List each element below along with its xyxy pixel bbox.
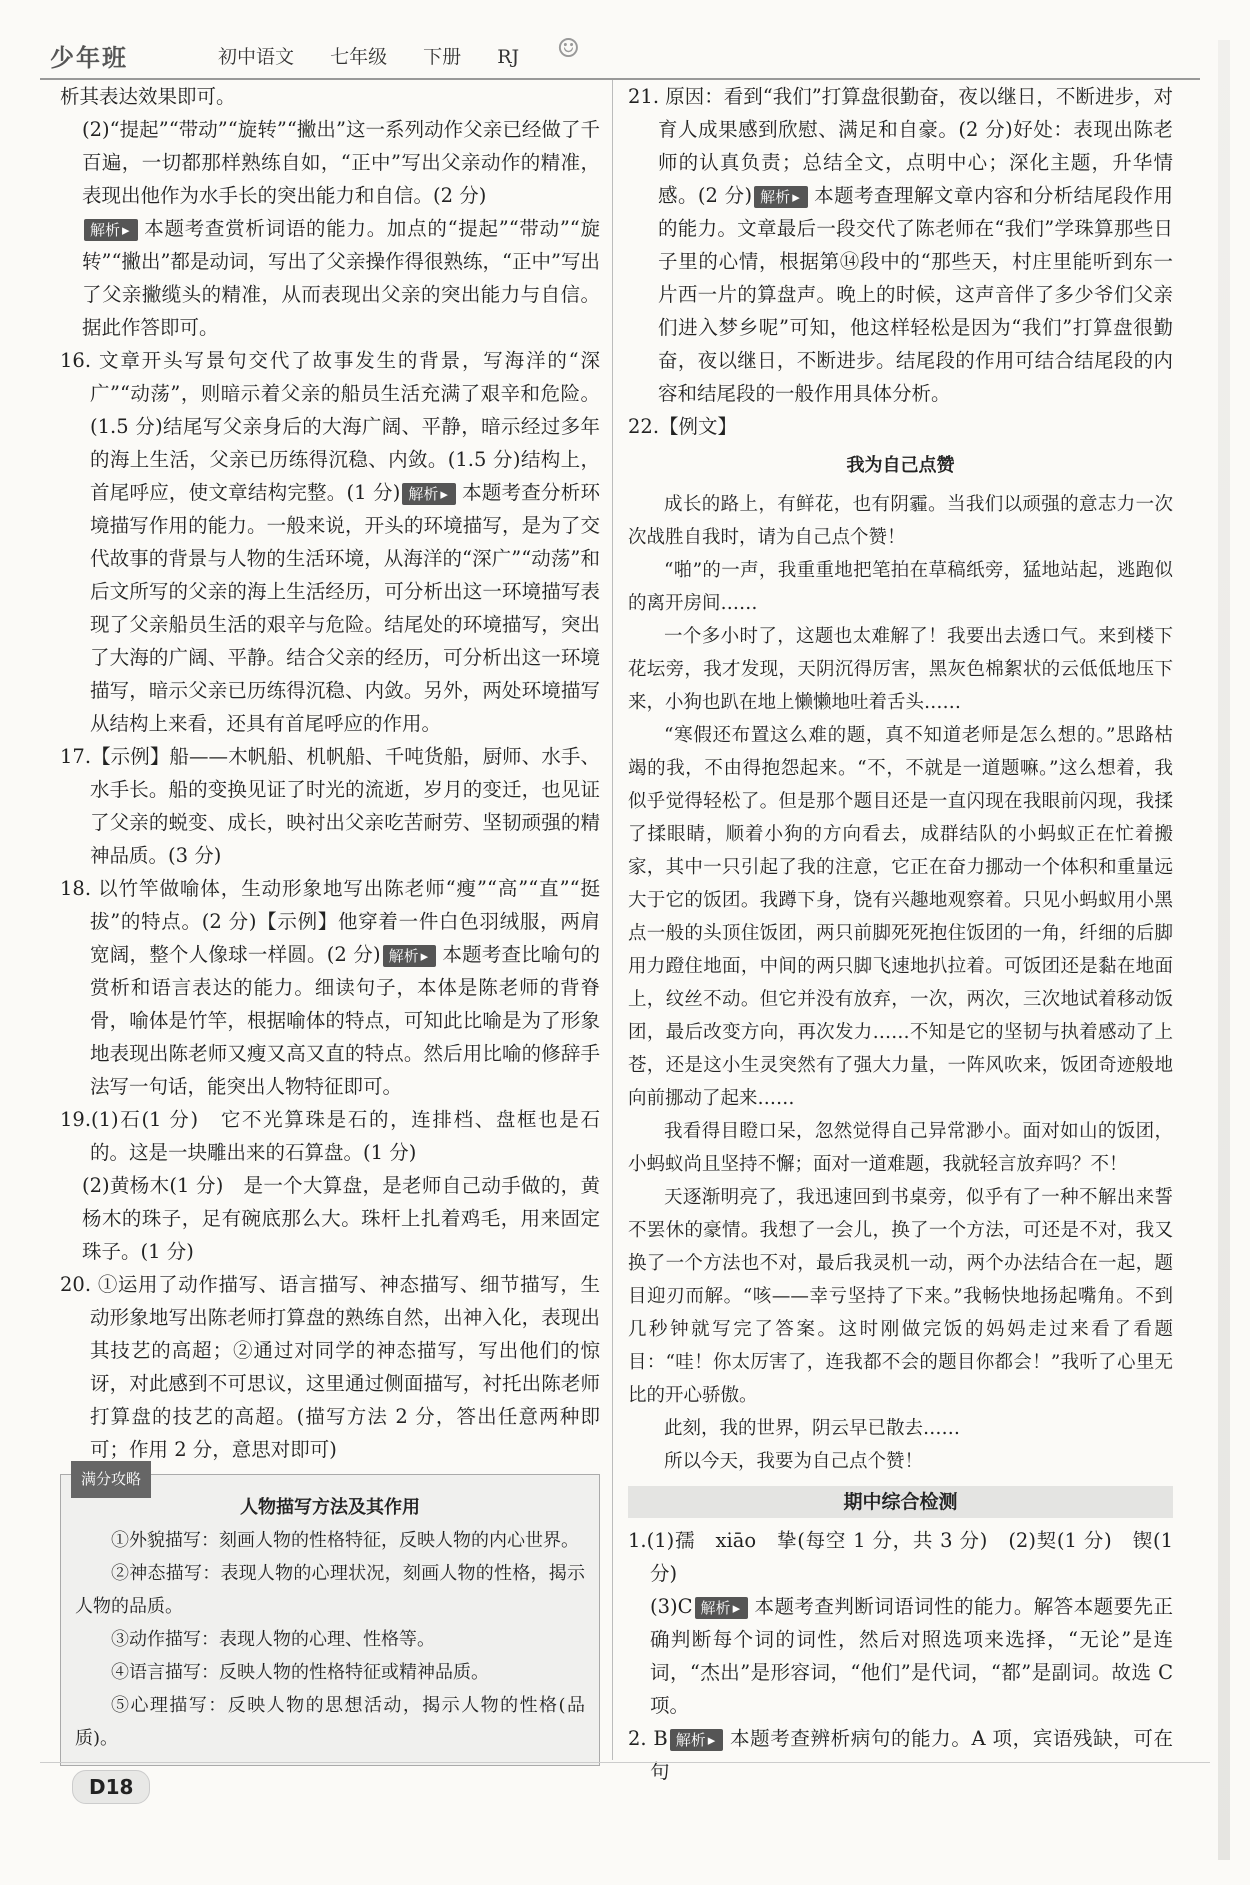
left-column <box>60 80 600 1766</box>
header-subject: 初中语文 <box>218 46 295 68</box>
answer-18: 18. 以竹竿做喻体，生动形象地写出陈老师“瘦”“高”“直”“挺拔”的特点。(2 分)【示例】他穿着一件白色羽绒服，两肩宽阔，整个人像球一样圆。(2 分) 解析 ▸ 本题考查比喻句的赏析和语言表达的能力。细读句子，本体是陈老师的背脊骨，喻体是竹竿，根据喻体的特点，可知此比喻是为了形象地表现出陈老师又瘦又高又直的特点。然后用比喻的修辞手法写一句话，能突出人物特征即可。 <box>60 872 600 1103</box>
essay-paragraph: “寒假还布置这么难的题，真不知道老师是怎么想的。”思路枯竭的我，不由得抱怨起来。“不，不就是一道题嘛。”这么想着，我似乎觉得轻松了。但是那个题目还是一直闪现在我眼前闪现，我揉了揉眼睛，顺着小狗的方向看去，成群结队的小蚂蚁正在忙着搬家，其中一只引起了我的注意，它正在奋力挪动一个体积和重量远大于它的饭团。我蹲下身，饶有兴趣地观察着。只见小蚂蚁用小黑点一般的头顶住饭团，两只前脚死死抱住饭团的一角，纤细的后脚用力蹬住地面，中间的两只脚飞速地扒拉着。可饭团还是黏在地面上，纹丝不动。但它并没有放弃，一次，两次，三次地试着移动饭团，最后改变方向，再次发力……不知是它的坚韧与执着感动了上苍，还是这小生灵突然有了强大力量，一阵风吹来，饭团奇迹般地向前挪动了起来…… <box>628 725 1173 1109</box>
analysis-tag: 解析 ▸ <box>84 219 138 241</box>
sample-essay <box>628 488 1173 1478</box>
essay-paragraph: 此刻，我的世界，阴云早已散去…… <box>664 1418 961 1439</box>
answer-17: 17.【示例】船——木帆船、机帆船、千吨货船，厨师、水手、水手长。船的变换见证了时光的流逝，岁月的变迁，也见证了父亲的蜕变、成长，映衬出父亲吃苦耐劳、坚韧顽强的精神品质。(3 分) <box>60 745 600 867</box>
midterm-answer-1-3: (3)C 解析 ▸ 本题考查判断词语词性的能力。解答本题要先正确判断每个词的词性，然后对照选项来选择，“无论”是连词，“杰出”是形容词，“他们”是代词，“都”是副词。故选 C 项。 <box>628 1590 1173 1722</box>
brand-logo: 少年班 <box>50 43 128 72</box>
essay-paragraph: 天逐渐明亮了，我迅速回到书桌旁，似乎有了一种不解出来誓不罢休的豪情。我想了一会儿，换了一个方法，可还是不对，我又换了一个方法也不对，最后我灵机一动，两个办法结合在一起，题目迎刃而解。“咳——幸亏坚持了下来。”我畅快地扬起嘴角。不到几秒钟就写完了答案。这时刚做完饭的妈妈走过来看了看题目：“哇！你太厉害了，连我都不会的题目你都会！”我听了心里无比的开心骄傲。 <box>628 1187 1173 1406</box>
tip-item: ①外貌描写：刻画人物的性格特征，反映人物的内心世界。 <box>111 1530 579 1551</box>
answer-16: 16. 文章开头写景句交代了故事发生的背景，写海洋的“深广”“动荡”，则暗示着父亲的船员生活充满了艰辛和危险。(1.5 分)结尾写父亲身后的大海广阔、平静，暗示经过多年的海上生活，父亲已历练得沉稳、内敛。(1.5 分)结构上，首尾呼应，使文章结构完整。(1 分) 解析 ▸ 本题考查分析环境描写作用的能力。一般来说，开头的环境描写，是为了交代故事的背景与人物的生活环境，从海洋的“深广”“动荡”和后文所写的父亲的海上生活经历，可分析出这一环境描写表现了父亲船员生活的艰辛与危险。结尾处的环境描写，突出了大海的广阔、平静。结合父亲的经历，可分析出这一环境描写，暗示父亲已历练得沉稳、内敛。另外，两处环境描写从结构上来看，还具有首尾呼应的作用。 <box>60 344 600 740</box>
analysis-tag: 解析 ▸ <box>670 1729 724 1751</box>
footer-rule <box>40 1762 1210 1763</box>
tip-item: ③动作描写：表现人物的心理、性格等。 <box>111 1629 435 1650</box>
page-header <box>40 28 1200 80</box>
answer-19-1: 19.(1)石(1 分) 它不光算珠是石的，连排档、盘框也是石的。这是一块雕出来的石算盘。(1 分) <box>60 1108 600 1164</box>
analysis-tag: 解析 ▸ <box>383 945 437 967</box>
header-edition: RJ <box>497 46 520 68</box>
midterm-answer-1: 1.(1)孺 xiāo 挚(每空 1 分，共 3 分) (2)契(1 分) 锲(1 分) <box>628 1529 1173 1585</box>
page-edge <box>1218 40 1230 1860</box>
analysis-tag: 解析 ▸ <box>695 1597 749 1619</box>
header-info <box>218 42 549 69</box>
essay-paragraph: 所以今天，我要为自己点个赞！ <box>664 1451 924 1472</box>
midterm-answer-2: 2. B 解析 ▸ 本题考查辨析病句的能力。A 项，宾语残缺，可在句 <box>628 1722 1173 1788</box>
answer-20: 20. ①运用了动作描写、语言描写、神态描写、细节描写，生动形象地写出陈老师打算盘的熟练自然，出神入化，表现出其技艺的高超；②通过对同学的神态描写，写出他们的惊讶，对此感到不可思议，这里通过侧面描写，衬托出陈老师打算盘的技艺的高超。(描写方法 2 分，答出任意两种即可；作用 2 分，意思对即可) <box>60 1273 600 1461</box>
answer-15-2: (2)“提起”“带动”“旋转”“撇出”这一系列动作父亲已经做了千百遍，一切都那样熟练自如，“正中”写出父亲动作的精准，表现出他作为水手长的突出能力和自信。(2 分) <box>82 118 600 207</box>
answer-19-2: (2)黄杨木(1 分) 是一个大算盘，是老师自己动手做的，黄杨木的珠子，足有碗底那么大。珠杆上扎着鸡毛，用来固定珠子。(1 分) <box>82 1174 600 1263</box>
answer-22-label: 22.【例文】 <box>628 415 738 438</box>
tips-box <box>60 1470 600 1766</box>
section-title: 期中综合检测 <box>628 1486 1173 1518</box>
tip-item: ②神态描写：表现人物的心理状况，刻画人物的性格，揭示人物的品质。 <box>75 1563 585 1617</box>
page-number: D18 <box>72 1770 150 1804</box>
analysis-tag: 解析 ▸ <box>754 186 808 208</box>
tips-title: 人物描写方法及其作用 <box>240 1497 420 1518</box>
column-divider <box>612 80 613 1760</box>
analysis-tag: 解析 ▸ <box>402 483 456 505</box>
essay-paragraph: 一个多小时了，这题也太难解了！我要出去透口气。来到楼下花坛旁，我才发现，天阴沉得厉害，黑灰色棉絮状的云低低地压下来，小狗也趴在地上懒懒地吐着舌头…… <box>628 626 1173 713</box>
answer-text: 析其表达效果即可。 <box>60 85 236 108</box>
header-term: 下册 <box>423 46 462 68</box>
header-grade: 七年级 <box>330 46 388 68</box>
reader-illustration-icon: ☺ <box>556 34 580 64</box>
essay-paragraph: “啪”的一声，我重重地把笔拍在草稿纸旁，猛地站起，逃跑似的离开房间…… <box>628 560 1173 614</box>
essay-paragraph: 成长的路上，有鲜花，也有阴霾。当我们以顽强的意志力一次次战胜自我时，请为自己点个赞！ <box>628 494 1173 548</box>
answer-21: 21. 原因：看到“我们”打算盘很勤奋，夜以继日，不断进步，对育人成果感到欣慰、满足和自豪。(2 分)好处：表现出陈老师的认真负责；总结全文，点明中心；深化主题，升华情感。(2 分) 解析 ▸ 本题考查理解文章内容和分析结尾段作用的能力。文章最后一段交代了陈老师在“我们”学珠算那些日子里的心情，根据第⑭段中的“那些天，村庄里能听到东一片西一片的算盘声。晚上的时候，这声音伴了多少爷们父亲们进入梦乡呢”可知，他这样轻松是因为“我们”打算盘很勤奋，夜以继日，不断进步。结尾段的作用可结合结尾段的内容和结尾段的一般作用具体分析。 <box>628 80 1173 410</box>
essay-paragraph: 我看得目瞪口呆，忽然觉得自己异常渺小。面对如山的饭团，小蚂蚁尚且坚持不懈；面对一道难题，我就轻言放弃吗？不！ <box>628 1121 1173 1175</box>
essay-title: 我为自己点赞 <box>846 455 955 476</box>
right-column <box>628 80 1173 1788</box>
full-marks-tag: 满分攻略 <box>71 1461 151 1498</box>
analysis-15: 解析 ▸ 本题考查赏析词语的能力。加点的“提起”“带动”“旋转”“撇出”都是动词，写出了父亲操作得很熟练，“正中”写出了父亲撇缆头的精准，从而表现出父亲的突出能力与自信。据此作答即可。 <box>60 212 600 344</box>
tip-item: ④语言描写：反映人物的性格特征或精神品质。 <box>111 1662 489 1683</box>
tip-item: ⑤心理描写：反映人物的思想活动，揭示人物的性格(品质)。 <box>75 1695 585 1749</box>
